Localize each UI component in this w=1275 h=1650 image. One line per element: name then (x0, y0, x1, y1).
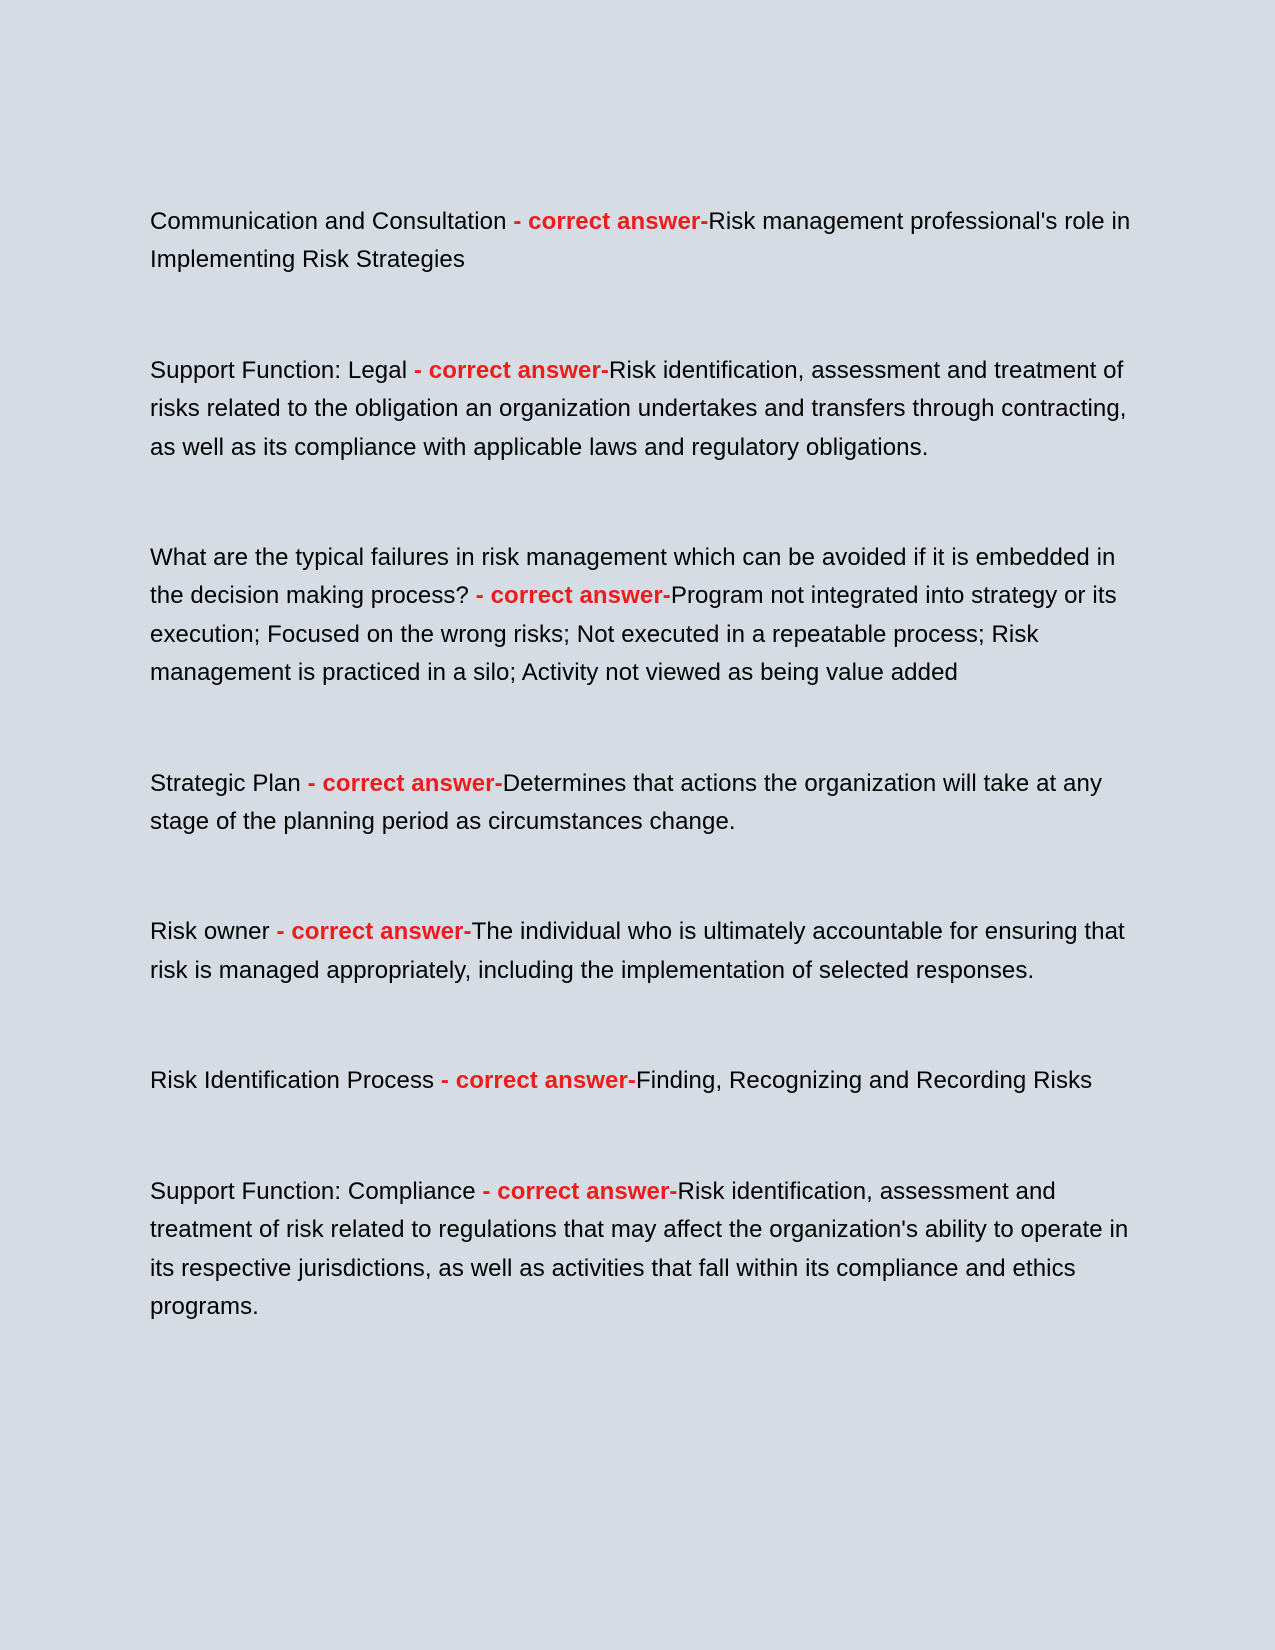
definition-text: Risk identification, assessment and treatment of risks related to the obligation an organization undertakes and transfers through contracting, as well as its compliance with applicable laws and regulatory obligations. (150, 356, 1127, 461)
flashcard-entry (150, 203, 1150, 280)
correct-answer-separator: - correct answer- (307, 769, 503, 797)
definition-text: Risk management professional's role in Implementing Risk Strategies (150, 208, 1131, 274)
document-page (150, 203, 1150, 1326)
definition-text: The individual who is ultimately accountable for ensuring that risk is managed appropriately, including the implementation of selected responses. (150, 918, 1125, 984)
definition-text: Program not integrated into strategy or its execution; Focused on the wrong risks; Not executed in a repeatable process; Risk management is practiced in a silo; Activity not viewed as being value added (150, 582, 1117, 687)
term-text: Risk Identification Process (150, 1067, 441, 1095)
flashcard-entry (150, 1062, 1150, 1100)
term-text: Communication and Consultation (150, 208, 514, 235)
term-text: Risk owner (150, 918, 277, 946)
flashcard-entry (150, 352, 1150, 467)
correct-answer-separator: - correct answer- (440, 1067, 637, 1095)
correct-answer-separator: - correct answer- (413, 356, 610, 384)
correct-answer-separator: - correct answer- (513, 208, 709, 235)
term-text: Strategic Plan (150, 769, 308, 797)
term-text: Support Function: Compliance (150, 1177, 483, 1205)
term-text: Support Function: Legal (150, 356, 414, 384)
flashcard-entry (150, 1173, 1150, 1327)
correct-answer-separator: - correct answer- (475, 582, 671, 610)
definition-text: Finding, Recognizing and Recording Risks (636, 1067, 1093, 1095)
definition-text: Determines that actions the organization will take at any stage of the planning period as circumstances change. (150, 769, 1103, 836)
flashcard-entry (150, 765, 1150, 842)
correct-answer-separator: - correct answer- (482, 1177, 678, 1205)
correct-answer-separator: - correct answer- (276, 918, 472, 946)
term-text: What are the typical failures in risk management which can be avoided if it is embedded in the decision making process? (150, 544, 1116, 610)
definition-text: Risk identification, assessment and treatment of risk related to regulations that may affect the organization's ability to operate in its respective jurisdictions, as well as activities that fall within its compliance and ethics programs. (150, 1177, 1129, 1320)
flashcard-entry (150, 913, 1150, 990)
flashcard-entry (150, 539, 1150, 693)
